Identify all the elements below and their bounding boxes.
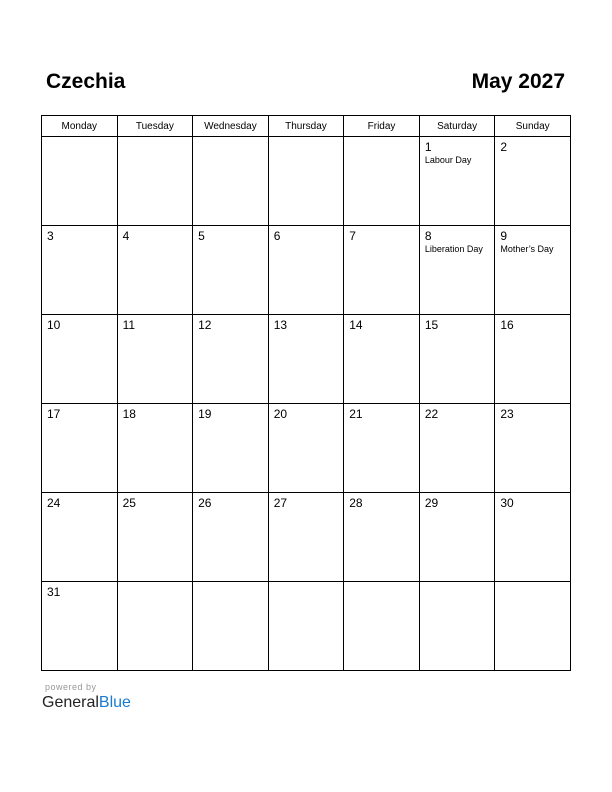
day-cell — [117, 582, 193, 671]
day-number: 16 — [500, 318, 514, 332]
calendar-grid — [41, 115, 571, 671]
day-number: 19 — [198, 407, 212, 421]
day-cell — [117, 404, 193, 493]
day-number: 6 — [273, 229, 281, 243]
day-cell — [344, 315, 420, 404]
day-cell — [268, 226, 344, 315]
week-row — [42, 582, 571, 671]
day-number: 9 — [500, 229, 508, 243]
day-cell — [117, 315, 193, 404]
day-number: 5 — [198, 229, 205, 243]
day-cell — [344, 137, 420, 226]
day-cell — [344, 493, 420, 582]
day-cell — [344, 404, 420, 493]
day-cell — [268, 137, 344, 226]
generalblue-logo — [42, 694, 131, 712]
day-cell — [193, 582, 269, 671]
day-number: 27 — [273, 496, 288, 510]
weekday-header-row — [42, 116, 571, 137]
day-number — [269, 137, 344, 140]
day-cell — [419, 493, 495, 582]
day-number: 11 — [122, 318, 136, 332]
weekday-header: Saturday — [419, 116, 495, 137]
day-cell — [42, 137, 118, 226]
day-number: 12 — [198, 318, 212, 332]
holiday-label: Labour Day — [424, 155, 472, 165]
weekday-header: Friday — [344, 116, 420, 137]
month-year-title: May 2027 — [471, 70, 565, 93]
day-cell — [268, 404, 344, 493]
day-number: 24 — [47, 496, 61, 510]
weekday-header: Thursday — [268, 116, 344, 137]
weekday-header: Wednesday — [193, 116, 269, 137]
day-number: 2 — [500, 140, 508, 154]
day-cell — [193, 493, 269, 582]
day-cell — [495, 226, 571, 315]
weekday-header: Monday — [42, 116, 118, 137]
day-cell — [117, 493, 193, 582]
day-number: 13 — [273, 318, 288, 332]
day-cell — [495, 137, 571, 226]
holiday-label: Liberation Day — [424, 244, 483, 254]
day-cell — [42, 493, 118, 582]
week-row — [42, 493, 571, 582]
day-number — [344, 137, 419, 140]
day-cell — [193, 226, 269, 315]
day-number — [193, 137, 268, 140]
day-number — [118, 582, 193, 585]
day-number — [420, 582, 495, 585]
day-number: 10 — [47, 318, 61, 332]
week-row — [42, 315, 571, 404]
day-number: 15 — [424, 318, 439, 332]
week-row — [42, 226, 571, 315]
day-number: 14 — [349, 318, 363, 332]
day-number: 26 — [198, 496, 212, 510]
day-cell — [268, 493, 344, 582]
day-cell — [495, 493, 571, 582]
country-title: Czechia — [46, 70, 126, 93]
day-cell — [344, 226, 420, 315]
day-number — [42, 137, 117, 140]
day-cell — [268, 315, 344, 404]
day-number — [344, 582, 419, 585]
day-number: 21 — [349, 407, 363, 421]
day-cell — [419, 582, 495, 671]
day-cell — [495, 404, 571, 493]
day-cell — [419, 404, 495, 493]
day-cell — [193, 137, 269, 226]
day-number: 30 — [500, 496, 514, 510]
day-number: 20 — [273, 407, 288, 421]
brand-blue-text: Blue — [98, 694, 131, 711]
day-cell — [419, 226, 495, 315]
week-row — [42, 137, 571, 226]
day-cell — [495, 315, 571, 404]
day-cell — [193, 404, 269, 493]
week-row — [42, 404, 571, 493]
day-number: 1 — [424, 140, 432, 154]
day-cell — [193, 315, 269, 404]
day-number — [118, 137, 193, 140]
brand-general-text: General — [42, 694, 99, 711]
day-number: 29 — [424, 496, 439, 510]
day-cell — [419, 137, 495, 226]
day-cell — [117, 226, 193, 315]
day-cell — [42, 315, 118, 404]
day-number: 28 — [349, 496, 363, 510]
weekday-header: Sunday — [495, 116, 571, 137]
day-number: 8 — [424, 229, 432, 243]
day-number: 31 — [47, 585, 61, 599]
day-cell — [42, 404, 118, 493]
weekday-header: Tuesday — [117, 116, 193, 137]
day-cell — [419, 315, 495, 404]
day-number — [495, 582, 570, 585]
holiday-label: Mother’s Day — [500, 244, 554, 254]
day-number — [193, 582, 268, 585]
day-cell — [344, 582, 420, 671]
day-number: 18 — [122, 407, 136, 421]
day-number: 17 — [47, 407, 61, 421]
day-number: 22 — [424, 407, 439, 421]
day-cell — [42, 226, 118, 315]
day-cell — [42, 582, 118, 671]
day-cell — [268, 582, 344, 671]
day-number: 25 — [122, 496, 136, 510]
day-number: 7 — [349, 229, 356, 243]
day-number: 23 — [500, 407, 514, 421]
day-number: 4 — [122, 229, 130, 243]
powered-by-label: powered by — [45, 682, 97, 692]
day-cell — [117, 137, 193, 226]
day-number — [269, 582, 344, 585]
day-cell — [495, 582, 571, 671]
day-number: 3 — [47, 229, 54, 243]
